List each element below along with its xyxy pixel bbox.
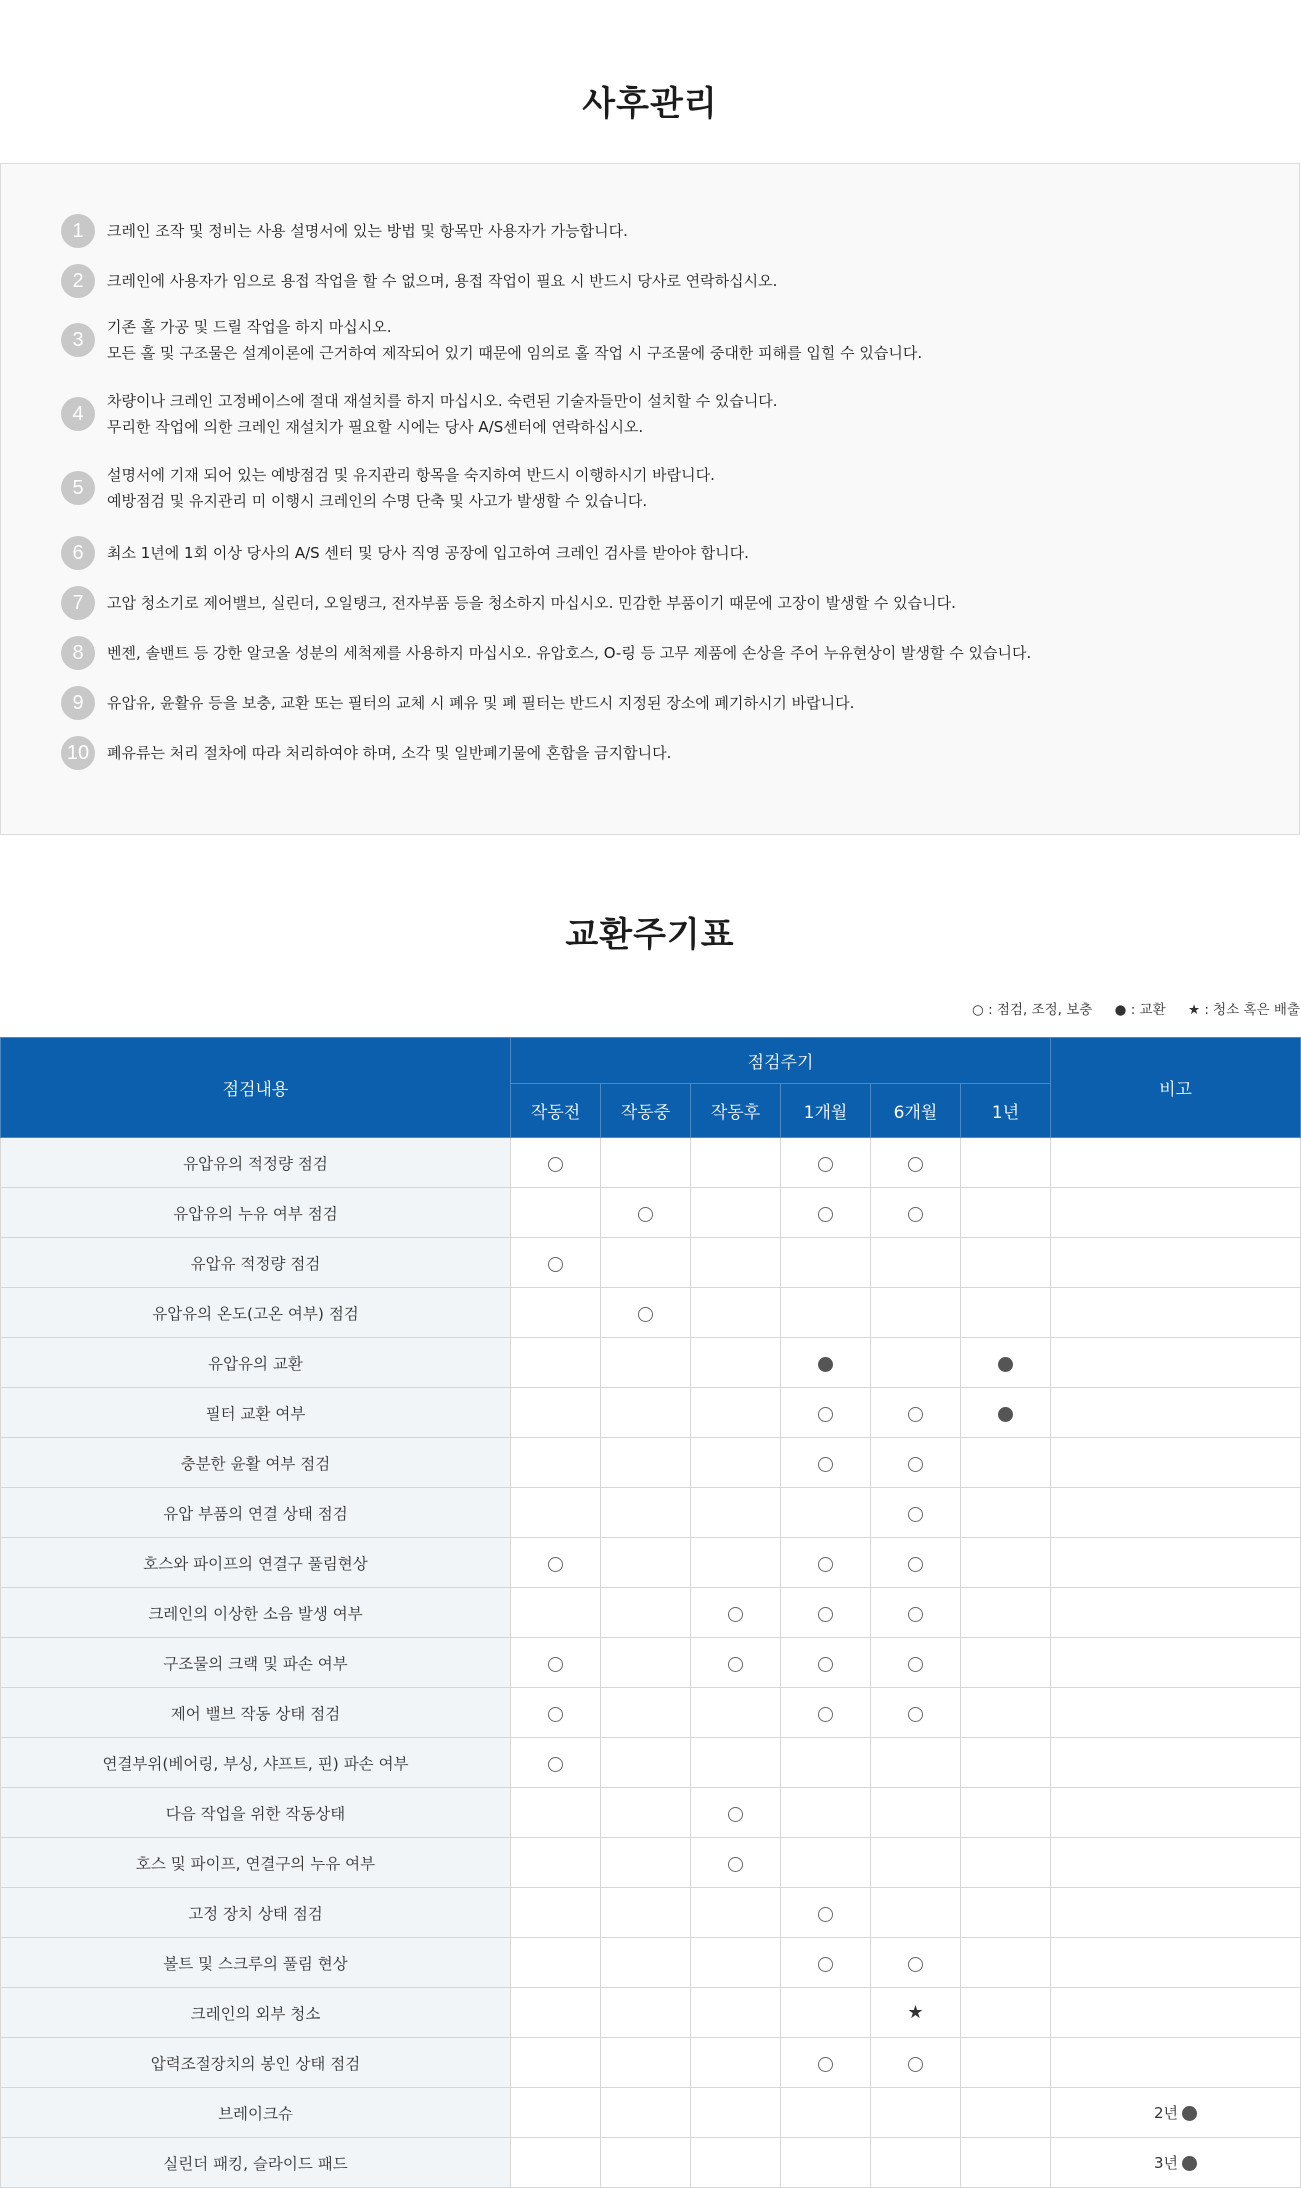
period-cell: [511, 1538, 601, 1588]
period-cell: [601, 1388, 691, 1438]
notice-item: [61, 462, 1299, 514]
period-cell: [691, 1438, 781, 1488]
notice-number-badge: 3: [61, 323, 95, 357]
period-cell: [871, 1738, 961, 1788]
period-cell: [601, 1338, 691, 1388]
period-cell: [601, 1238, 691, 1288]
cycle-table-body: [1, 1138, 1301, 2188]
period-cell: [601, 1938, 691, 1988]
check-circle-icon: [548, 1157, 563, 1172]
notice-line: 고압 청소기로 제어밸브, 실린더, 오일탱크, 전자부품 등을 청소하지 마십시오. 민감한 부품이기 때문에 고장이 발생할 수 있습니다.: [107, 594, 956, 612]
period-cell: [511, 1688, 601, 1738]
notice-line: 기존 홀 가공 및 드릴 작업을 하지 마십시오.: [107, 318, 392, 336]
notice-item: [61, 214, 1299, 248]
check-circle-icon: [818, 1407, 833, 1422]
header-col-1year: 1년: [961, 1084, 1051, 1138]
remark-cell: [1051, 1538, 1301, 1588]
row-label: 실린더 패킹, 슬라이드 패드: [1, 2138, 511, 2188]
replace-dot-icon: [1182, 2156, 1197, 2171]
period-cell: [511, 2138, 601, 2188]
remark-cell: [1051, 1288, 1301, 1338]
period-cell: [691, 1138, 781, 1188]
period-cell: [691, 2088, 781, 2138]
row-label: 다음 작업을 위한 작동상태: [1, 1788, 511, 1838]
period-cell: [511, 1488, 601, 1538]
remark-cell: [1051, 1238, 1301, 1288]
notice-text: [107, 268, 777, 294]
period-cell: [691, 1288, 781, 1338]
remark-period: 2년: [1154, 2104, 1179, 2122]
check-circle-icon: [728, 1807, 743, 1822]
period-cell: [511, 1138, 601, 1188]
row-label: 호스 및 파이프, 연결구의 누유 여부: [1, 1838, 511, 1888]
notice-number-badge: 9: [61, 686, 95, 720]
period-cell: [961, 2138, 1051, 2188]
remark-cell: [1051, 1788, 1301, 1838]
period-cell: [691, 1638, 781, 1688]
notice-line: 최소 1년에 1회 이상 당사의 A/S 센터 및 당사 직영 공장에 입고하여 크레인 검사를 받아야 합니다.: [107, 544, 749, 562]
period-cell: [961, 1738, 1051, 1788]
period-cell: [601, 1688, 691, 1738]
check-circle-icon: [908, 1557, 923, 1572]
period-cell: [511, 1938, 601, 1988]
period-cell: [781, 1738, 871, 1788]
notice-text: [107, 388, 778, 440]
period-cell: [871, 1388, 961, 1438]
period-cell: [781, 1588, 871, 1638]
check-circle-icon: [638, 1207, 653, 1222]
period-cell: [691, 1938, 781, 1988]
period-cell: [691, 1488, 781, 1538]
row-label: 압력조절장치의 봉인 상태 점검: [1, 2038, 511, 2088]
period-cell: [691, 1238, 781, 1288]
row-label: 볼트 및 스크루의 풀림 현상: [1, 1938, 511, 1988]
period-cell: [781, 1688, 871, 1738]
notice-line: 모든 홀 및 구조물은 설계이론에 근거하여 제작되어 있기 때문에 임의로 홀 작업 시 구조물에 중대한 피해를 입힐 수 있습니다.: [107, 344, 923, 362]
notice-line: 폐유류는 처리 절차에 따라 처리하여야 하며, 소각 및 일반폐기물에 혼합을 금지합니다.: [107, 744, 672, 762]
legend-clean: ★ : 청소 혹은 배출: [1187, 1002, 1300, 1018]
check-circle-icon: [908, 1157, 923, 1172]
notice-number-badge: 10: [61, 736, 95, 770]
notice-item: [61, 388, 1299, 440]
period-cell: [511, 1388, 601, 1438]
period-cell: [781, 1288, 871, 1338]
period-cell: [691, 1688, 781, 1738]
table-row: [1, 1988, 1301, 2038]
header-col-6month: 6개월: [871, 1084, 961, 1138]
cycle-title: 교환주기표: [565, 915, 735, 955]
period-cell: [601, 1888, 691, 1938]
table-row: [1, 1588, 1301, 1638]
check-circle-icon: [728, 1607, 743, 1622]
notice-line: 차량이나 크레인 고정베이스에 절대 재설치를 하지 마십시오. 숙련된 기술자들만이 설치할 수 있습니다.: [107, 392, 778, 410]
check-circle-icon: [548, 1557, 563, 1572]
period-cell: [871, 2088, 961, 2138]
table-row: [1, 1938, 1301, 1988]
table-row: [1, 1838, 1301, 1888]
notice-line: 크레인 조작 및 정비는 사용 설명서에 있는 방법 및 항목만 사용자가 가능합니다.: [107, 222, 628, 240]
period-cell: [691, 1538, 781, 1588]
check-circle-icon: [638, 1307, 653, 1322]
period-cell: [511, 1638, 601, 1688]
period-cell: [601, 1988, 691, 2038]
check-circle-icon: [548, 1257, 563, 1272]
period-cell: [511, 1338, 601, 1388]
period-cell: [781, 1988, 871, 2038]
notice-number-badge: 2: [61, 264, 95, 298]
remark-text: [1154, 2104, 1197, 2122]
notice-number-badge: 7: [61, 586, 95, 620]
remark-cell: [1051, 1988, 1301, 2038]
check-circle-icon: [908, 1657, 923, 1672]
check-circle-icon: [818, 1157, 833, 1172]
check-circle-icon: [548, 1757, 563, 1772]
period-cell: [691, 1388, 781, 1438]
remark-cell: [1051, 1738, 1301, 1788]
table-row: [1, 1538, 1301, 1588]
period-cell: [871, 1838, 961, 1888]
replace-dot-icon: [1182, 2106, 1197, 2121]
period-cell: [781, 1388, 871, 1438]
period-cell: [961, 1338, 1051, 1388]
notice-line: 예방점검 및 유지관리 미 이행시 크레인의 수명 단축 및 사고가 발생할 수 있습니다.: [107, 492, 648, 510]
header-remark: 비고: [1051, 1038, 1301, 1138]
period-cell: [871, 1688, 961, 1738]
row-label: 브레이크슈: [1, 2088, 511, 2138]
period-cell: [511, 1188, 601, 1238]
period-cell: [691, 1838, 781, 1888]
notice-number-badge: 5: [61, 471, 95, 505]
period-cell: [691, 1788, 781, 1838]
period-cell: [871, 1288, 961, 1338]
period-cell: [601, 1588, 691, 1638]
period-cell: [601, 1288, 691, 1338]
period-cell: [511, 1288, 601, 1338]
period-cell: [781, 1788, 871, 1838]
notice-item: [61, 686, 1299, 720]
cycle-table: [0, 1037, 1301, 2188]
check-circle-icon: [818, 1957, 833, 1972]
header-col-during: 작동중: [601, 1084, 691, 1138]
legend-replace: ● : 교환: [1114, 1002, 1166, 1018]
period-cell: [961, 1938, 1051, 1988]
check-circle-icon: [548, 1707, 563, 1722]
period-cell: [871, 1238, 961, 1288]
period-cell: [961, 1638, 1051, 1688]
legend-check: ○ : 점검, 조정, 보충: [972, 1002, 1093, 1018]
remark-text: [1154, 2154, 1197, 2172]
period-cell: [781, 2038, 871, 2088]
remark-cell: [1051, 1588, 1301, 1638]
table-row: [1, 1738, 1301, 1788]
notice-number-badge: 8: [61, 636, 95, 670]
header-item: 점검내용: [1, 1038, 511, 1138]
remark-cell: [1051, 1338, 1301, 1388]
row-label: 크레인의 외부 청소: [1, 1988, 511, 2038]
notice-number-badge: 6: [61, 536, 95, 570]
row-label: 크레인의 이상한 소음 발생 여부: [1, 1588, 511, 1638]
period-cell: [961, 1888, 1051, 1938]
period-cell: [781, 2088, 871, 2138]
row-label: 호스와 파이프의 연결구 풀림현상: [1, 1538, 511, 1588]
period-cell: [691, 2038, 781, 2088]
notice-text: [107, 640, 1031, 666]
notice-line: 설명서에 기재 되어 있는 예방점검 및 유지관리 항목을 숙지하여 반드시 이행하시기 바랍니다.: [107, 466, 715, 484]
period-cell: [961, 2088, 1051, 2138]
check-circle-icon: [818, 1657, 833, 1672]
period-cell: [961, 1438, 1051, 1488]
table-row: [1, 1438, 1301, 1488]
period-cell: [961, 1838, 1051, 1888]
period-cell: [511, 1438, 601, 1488]
period-cell: [961, 1588, 1051, 1638]
remark-cell: [1051, 2088, 1301, 2138]
notice-item: [61, 636, 1299, 670]
period-cell: [691, 2138, 781, 2188]
notice-line: 크레인에 사용자가 임으로 용접 작업을 할 수 없으며, 용접 작업이 필요 시 반드시 당사로 연락하십시오.: [107, 272, 778, 290]
remark-cell: [1051, 1638, 1301, 1688]
check-circle-icon: [728, 1857, 743, 1872]
period-cell: [691, 1188, 781, 1238]
period-cell: [871, 1988, 961, 2038]
check-circle-icon: [818, 1457, 833, 1472]
period-cell: [961, 1388, 1051, 1438]
period-cell: [781, 1338, 871, 1388]
remark-cell: [1051, 1488, 1301, 1538]
notice-number-badge: 4: [61, 397, 95, 431]
period-cell: [691, 1888, 781, 1938]
remark-period: 3년: [1154, 2154, 1179, 2172]
check-circle-icon: [818, 1907, 833, 1922]
period-cell: [601, 2138, 691, 2188]
notice-item: [61, 586, 1299, 620]
period-cell: [601, 1188, 691, 1238]
period-cell: [511, 1788, 601, 1838]
notice-line: 유압유, 윤활유 등을 보충, 교환 또는 필터의 교체 시 폐유 및 폐 필터는 반드시 지정된 장소에 폐기하시기 바랍니다.: [107, 694, 855, 712]
period-cell: [511, 1588, 601, 1638]
period-cell: [781, 1188, 871, 1238]
period-cell: [601, 1538, 691, 1588]
remark-cell: [1051, 1938, 1301, 1988]
check-circle-icon: [908, 1607, 923, 1622]
row-label: 유압 부품의 연결 상태 점검: [1, 1488, 511, 1538]
notice-text: [107, 218, 628, 244]
period-cell: [871, 1538, 961, 1588]
period-cell: [511, 1738, 601, 1788]
row-label: 유압유 적정량 점검: [1, 1238, 511, 1288]
period-cell: [781, 1538, 871, 1588]
replace-dot-icon: [998, 1357, 1013, 1372]
remark-cell: [1051, 1838, 1301, 1888]
period-cell: [961, 2038, 1051, 2088]
replace-dot-icon: [818, 1357, 833, 1372]
notice-item: [61, 314, 1299, 366]
period-cell: [601, 1738, 691, 1788]
period-cell: [781, 1238, 871, 1288]
check-circle-icon: [908, 1207, 923, 1222]
notice-text: [107, 590, 956, 616]
period-cell: [511, 2038, 601, 2088]
notice-line: 무리한 작업에 의한 크레인 재설치가 필요할 시에는 당사 A/S센터에 연락하십시오.: [107, 418, 644, 436]
period-cell: [871, 1888, 961, 1938]
period-cell: [871, 2138, 961, 2188]
replace-dot-icon: [998, 1407, 1013, 1422]
table-row: [1, 1888, 1301, 1938]
period-cell: [871, 1588, 961, 1638]
check-circle-icon: [818, 2057, 833, 2072]
check-circle-icon: [908, 1707, 923, 1722]
period-cell: [871, 1138, 961, 1188]
period-cell: [871, 2038, 961, 2088]
check-circle-icon: [908, 1407, 923, 1422]
period-cell: [601, 1488, 691, 1538]
period-cell: [781, 1638, 871, 1688]
period-cell: [781, 1938, 871, 1988]
table-row: [1, 2038, 1301, 2088]
period-cell: [691, 1588, 781, 1638]
period-cell: [601, 1138, 691, 1188]
period-cell: [871, 1938, 961, 1988]
period-cell: [601, 1838, 691, 1888]
table-row: [1, 1188, 1301, 1238]
remark-cell: [1051, 1688, 1301, 1738]
period-cell: [961, 1238, 1051, 1288]
period-cell: [601, 1638, 691, 1688]
notice-text: [107, 690, 854, 716]
period-cell: [781, 1488, 871, 1538]
clean-star-icon: ★: [907, 2002, 924, 2023]
period-cell: [781, 1838, 871, 1888]
period-cell: [781, 1138, 871, 1188]
header-col-before: 작동전: [511, 1084, 601, 1138]
period-cell: [601, 1438, 691, 1488]
period-cell: [961, 1488, 1051, 1538]
period-cell: [871, 1638, 961, 1688]
period-cell: [691, 1988, 781, 2038]
period-cell: [961, 1988, 1051, 2038]
row-label: 유압유의 온도(고온 여부) 점검: [1, 1288, 511, 1338]
table-row: [1, 2088, 1301, 2138]
remark-cell: [1051, 2038, 1301, 2088]
period-cell: [601, 2088, 691, 2138]
header-col-1month: 1개월: [781, 1084, 871, 1138]
period-cell: [871, 1438, 961, 1488]
table-row: [1, 1638, 1301, 1688]
header-period: 점검주기: [511, 1038, 1051, 1084]
remark-cell: [1051, 1188, 1301, 1238]
period-cell: [781, 1438, 871, 1488]
row-label: 구조물의 크랙 및 파손 여부: [1, 1638, 511, 1688]
notice-text: [107, 314, 922, 366]
period-cell: [691, 1338, 781, 1388]
notice-text: [107, 540, 749, 566]
remark-cell: [1051, 1888, 1301, 1938]
check-circle-icon: [908, 1457, 923, 1472]
check-circle-icon: [818, 1557, 833, 1572]
table-row: [1, 1288, 1301, 1338]
check-circle-icon: [728, 1657, 743, 1672]
period-cell: [871, 1188, 961, 1238]
table-row: [1, 1788, 1301, 1838]
notice-text: [107, 462, 715, 514]
table-row: [1, 1688, 1301, 1738]
table-row: [1, 1238, 1301, 1288]
check-circle-icon: [548, 1657, 563, 1672]
remark-cell: [1051, 2138, 1301, 2188]
header-col-after: 작동후: [691, 1084, 781, 1138]
row-label: 충분한 윤활 여부 점검: [1, 1438, 511, 1488]
row-label: 유압유의 교환: [1, 1338, 511, 1388]
period-cell: [871, 1788, 961, 1838]
care-title: 사후관리: [582, 84, 718, 124]
period-cell: [961, 1188, 1051, 1238]
check-circle-icon: [908, 1507, 923, 1522]
table-row: [1, 1488, 1301, 1538]
period-cell: [961, 1688, 1051, 1738]
period-cell: [601, 2038, 691, 2088]
period-cell: [511, 1888, 601, 1938]
check-circle-icon: [908, 1957, 923, 1972]
period-cell: [511, 2088, 601, 2138]
period-cell: [511, 1838, 601, 1888]
row-label: 유압유의 누유 여부 점검: [1, 1188, 511, 1238]
row-label: 고정 장치 상태 점검: [1, 1888, 511, 1938]
period-cell: [511, 1238, 601, 1288]
row-label: 제어 밸브 작동 상태 점검: [1, 1688, 511, 1738]
remark-cell: [1051, 1388, 1301, 1438]
notice-item: [61, 264, 1299, 298]
remark-cell: [1051, 1138, 1301, 1188]
period-cell: [871, 1488, 961, 1538]
notice-text: [107, 740, 671, 766]
row-label: 연결부위(베어링, 부싱, 샤프트, 핀) 파손 여부: [1, 1738, 511, 1788]
care-notice-box: [0, 163, 1300, 835]
period-cell: [961, 1138, 1051, 1188]
period-cell: [691, 1738, 781, 1788]
check-circle-icon: [818, 1707, 833, 1722]
period-cell: [961, 1538, 1051, 1588]
period-cell: [511, 1988, 601, 2038]
table-row: [1, 1388, 1301, 1438]
legend: [0, 1000, 1300, 1037]
period-cell: [961, 1788, 1051, 1838]
period-cell: [781, 2138, 871, 2188]
period-cell: [961, 1288, 1051, 1338]
check-circle-icon: [908, 2057, 923, 2072]
check-circle-icon: [818, 1607, 833, 1622]
period-cell: [601, 1788, 691, 1838]
period-cell: [871, 1338, 961, 1388]
notice-line: 벤젠, 솔밴트 등 강한 알코올 성분의 세척제를 사용하지 마십시오. 유압호스, O-링 등 고무 제품에 손상을 주어 누유현상이 발생할 수 있습니다.: [107, 644, 1032, 662]
period-cell: [781, 1888, 871, 1938]
notice-item: [61, 736, 1299, 770]
notice-item: [61, 536, 1299, 570]
remark-cell: [1051, 1438, 1301, 1488]
table-row: [1, 2138, 1301, 2188]
table-row: [1, 1338, 1301, 1388]
table-row: [1, 1138, 1301, 1188]
row-label: 필터 교환 여부: [1, 1388, 511, 1438]
row-label: 유압유의 적정량 점검: [1, 1138, 511, 1188]
notice-number-badge: 1: [61, 214, 95, 248]
check-circle-icon: [818, 1207, 833, 1222]
